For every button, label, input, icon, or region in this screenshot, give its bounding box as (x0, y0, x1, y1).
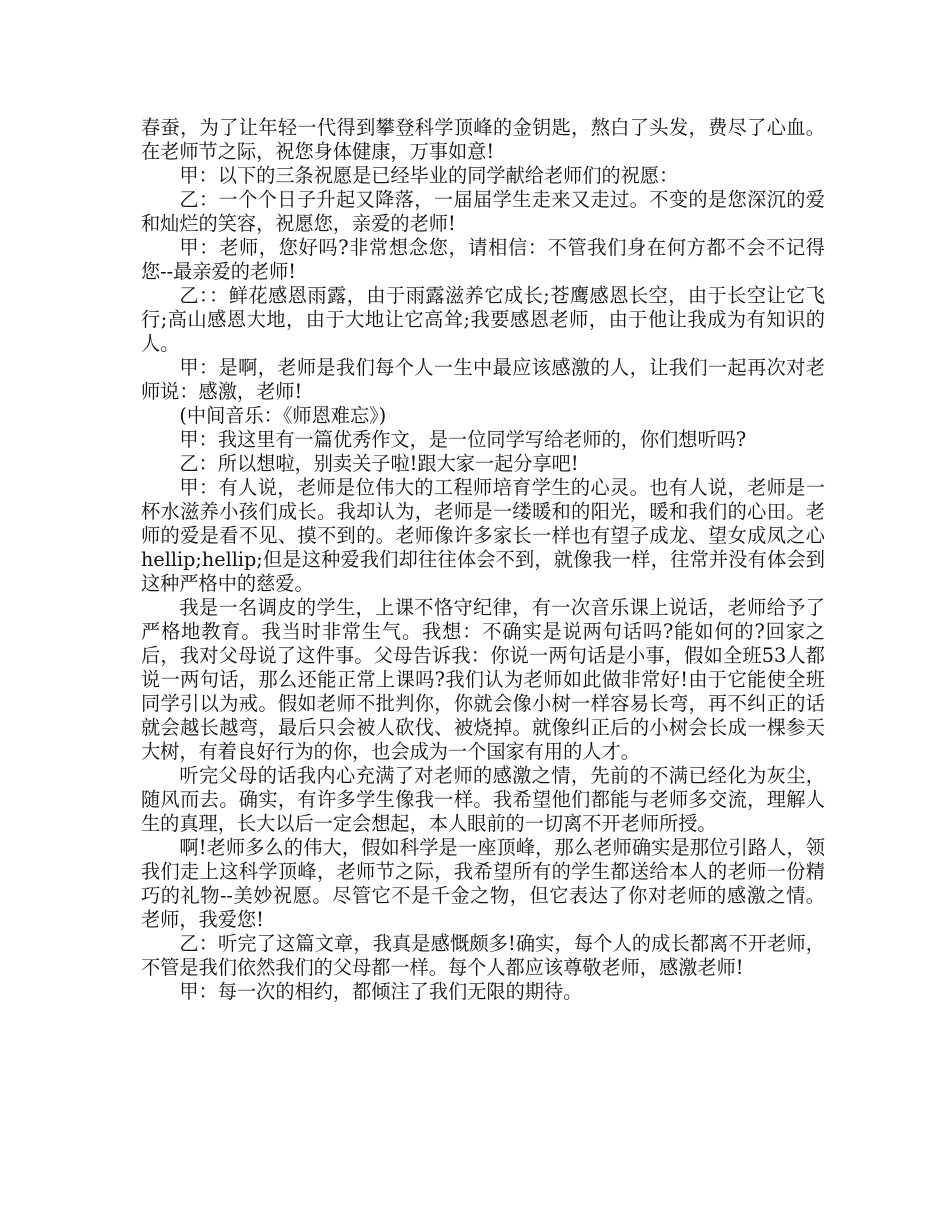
paragraph-jia-thanks: 甲：是啊，老师是我们每个人一生中最应该感激的人，让我们一起再次对老师说：感激，老师! (141, 356, 825, 403)
paragraph-yi-reflection: 乙：听完了这篇文章，我真是感慨颇多!确实，每个人的成长都离不开老师，不管是我们依然我们的父母都一样。每个人都应该尊敬老师，感激老师! (141, 932, 825, 979)
paragraph-yi-wish-3: 乙：：鲜花感恩雨露，由于雨露滋养它成长;苍鹰感恩长空，由于长空让它飞行;高山感恩大地，由于大地让它高耸;我要感恩老师，由于他让我成为有知识的人。 (141, 284, 825, 355)
paragraph-essay-1: 甲：有人说，老师是位伟大的工程师培育学生的心灵。也有人说，老师是一杯水滋养小孩们成长。我却认为，老师是一缕暖和的阳光，暖和我们的心田。老师的爱是看不见、摸不到的。老师像许多家长一样也有望子成龙、望女成凤之心 hellip;hellip;但是这种爱我们却往往体会不到，就像我一样，往常并没有体会到这种严格中的慈爱。 (141, 476, 825, 595)
paragraph-continued: 春蚕，为了让年轻一代得到攀登科学顶峰的金钥匙，熬白了头发，费尽了心血。在老师节之际，祝您身体健康，万事如意! (141, 116, 825, 163)
paragraph-yi-wish-1: 乙：一个个日子升起又降落，一届届学生走来又走过。不变的是您深沉的爱和灿烂的笑容，祝愿您，亲爱的老师! (141, 188, 825, 235)
paragraph-jia-closing: 甲：每一次的相约，都倾注了我们无限的期待。 (179, 980, 583, 1003)
paragraph-yi-reply: 乙：所以想啦，别卖关子啦!跟大家一起分享吧! (179, 452, 579, 475)
paragraph-jia-intro-wishes: 甲：以下的三条祝愿是已经毕业的同学献给老师们的祝愿： (179, 164, 679, 187)
paragraph-essay-4: 啊!老师多么的伟大，假如科学是一座顶峰，那么老师确实是那位引路人，领我们走上这科学顶峰，老师节之际，我希望所有的学生都送给本人的老师一份精巧的礼物--美妙祝愿。尽管它不是千金之物，但它表达了你对老师的感激之情。老师，我爱您! (141, 836, 825, 931)
paragraph-jia-essay-intro: 甲：我这里有一篇优秀作文，是一位同学写给老师的，你们想听吗? (179, 428, 747, 451)
paragraph-music-note: (中间音乐：《师恩难忘》) (179, 404, 387, 427)
document-body (141, 116, 825, 1004)
paragraph-essay-3: 听完父母的话我内心充满了对老师的感激之情，先前的不满已经化为灰尘，随风而去。确实，有许多学生像我一样。我希望他们都能与老师多交流，理解人生的真理，长大以后一定会想起，本人眼前的一切离不开老师所授。 (141, 764, 825, 835)
paragraph-jia-wish-2: 甲：老师，您好吗?非常想念您，请相信：不管我们身在何方都不会不记得您--最亲爱的老师! (141, 236, 825, 283)
paragraph-essay-2: 我是一名调皮的学生，上课不恪守纪律，有一次音乐课上说话，老师给予了严格地教育。我当时非常生气。我想：不确实是说两句话吗?能如何的?回家之后，我对父母说了这件事。父母告诉我：你说一两句话是小事，假如全班53人都说一两句话，那么还能正常上课吗?我们认为老师如此做非常好!由于它能使全班同学引以为戒。假如老师不批判你，你就会像小树一样容易长弯，再不纠正的话就会越长越弯，最后只会被人砍伐、被烧掉。就像纠正后的小树会长成一棵参天大树，有着良好行为的你，也会成为一个国家有用的人才。 (141, 596, 825, 763)
